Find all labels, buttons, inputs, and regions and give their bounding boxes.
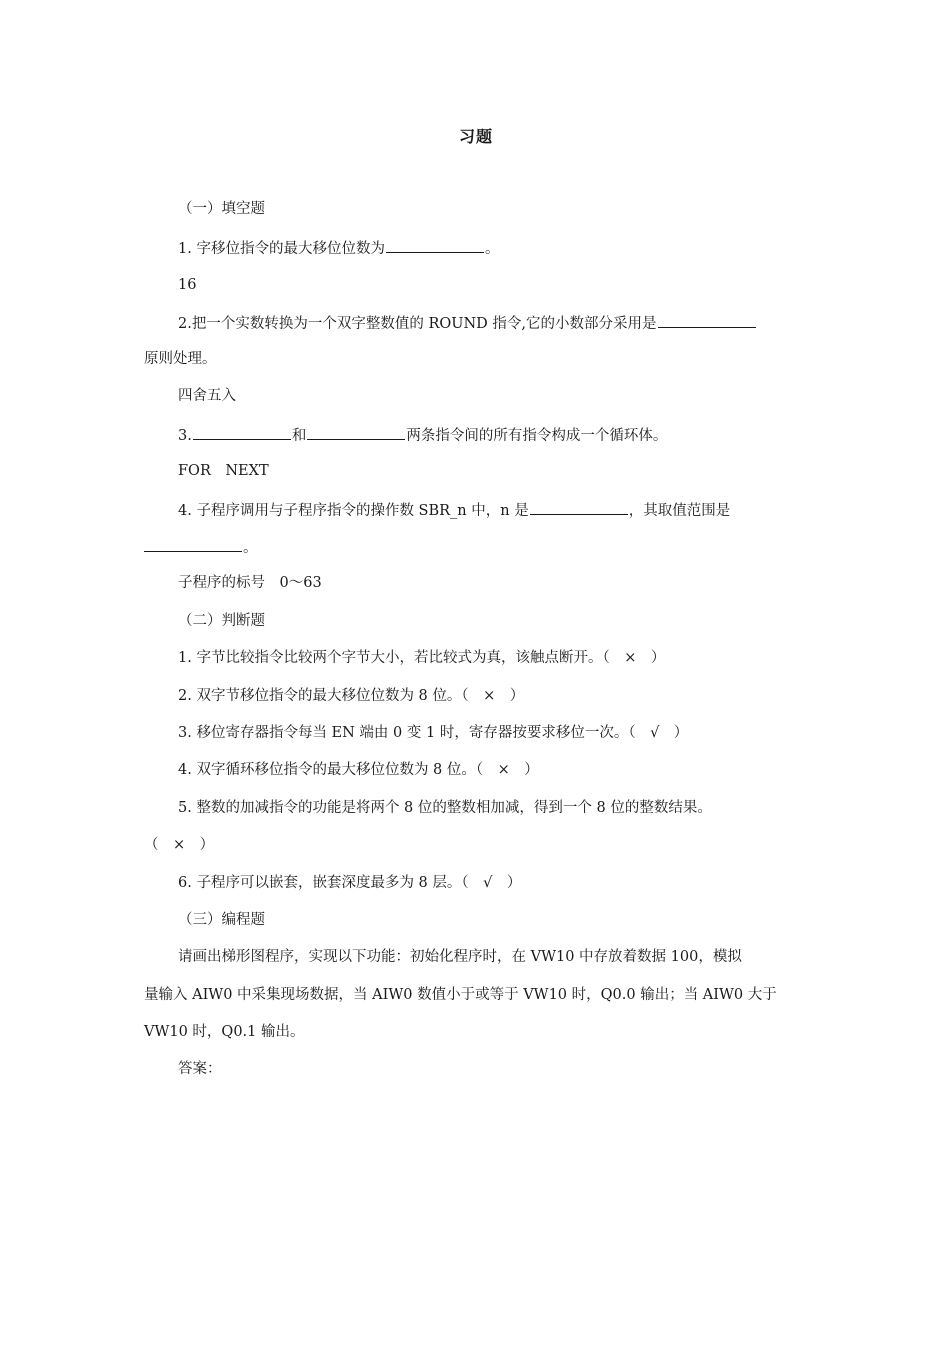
question-text: 2.把一个实数转换为一个双字整数值的 ROUND 指令,它的小数部分采用是 [178,316,657,332]
judge-item-1: 1. 字节比较指令比较两个字节大小，若比较式为真，该触点断开。（ × ） [178,650,666,666]
blank-line [530,499,628,515]
fill-answer-1: 16 [178,277,197,293]
fill-answer-2: 四舍五入 [178,388,236,404]
section-heading-program: （三）编程题 [178,912,265,928]
program-paragraph-line-3: VW10 时，Q0.1 输出。 [144,1024,305,1040]
question-text: 和 [291,428,307,444]
section-heading-judge: （二）判断题 [178,613,265,629]
blank-line [307,424,405,440]
fill-question-3 [178,424,667,446]
answer-label: 答案： [178,1061,222,1077]
judge-item-3: 3. 移位寄存器指令每当 EN 端由 0 变 1 时，寄存器按要求移位一次。（ √ ） [178,725,689,741]
fill-answer-4: 子程序的标号 0～63 [178,575,322,591]
question-text: 3. [178,428,192,444]
blank-line [144,536,242,552]
page-title: 习题 [458,127,493,146]
question-text: ，其取值范围是 [628,503,731,519]
fill-answer-3: FOR NEXT [178,463,269,479]
question-text: 4. 子程序调用与子程序指令的操作数 SBR_n 中，n 是 [178,503,529,519]
question-text: 。 [484,241,500,257]
program-paragraph-line-2: 量输入 AIW0 中采集现场数据，当 AIW0 数值小于或等于 VW10 时，Q0.0 输出；当 AIW0 大于 [144,987,777,1003]
judge-item-2: 2. 双字节移位指令的最大移位位数为 8 位。（ × ） [178,688,525,704]
fill-question-2 [178,312,757,334]
question-text: 。 [243,540,258,556]
question-text: 1. 字移位指令的最大移位位数为 [178,241,385,257]
fill-question-2-cont: 原则处理。 [144,351,217,367]
blank-line [658,312,756,328]
judge-item-4: 4. 双字循环移位指令的最大移位位数为 8 位。（ × ） [178,762,539,778]
judge-item-6: 6. 子程序可以嵌套，嵌套深度最多为 8 层。（ √ ） [178,875,522,891]
fill-question-4 [178,499,730,521]
judge-item-5-cont: （ × ） [144,837,215,853]
blank-line [386,237,484,253]
judge-item-5: 5. 整数的加减指令的功能是将两个 8 位的整数相加减，得到一个 8 位的整数结果。 [178,800,712,816]
program-paragraph-line-1: 请画出梯形图程序，实现以下功能：初始化程序时，在 VW10 中存放着数据 100，模拟 [178,949,742,965]
section-heading-fill: （一）填空题 [178,201,265,217]
fill-question-4-cont [144,536,258,558]
fill-question-1 [178,237,499,259]
blank-line [193,424,291,440]
question-text: 两条指令间的所有指令构成一个循环体。 [406,428,668,444]
